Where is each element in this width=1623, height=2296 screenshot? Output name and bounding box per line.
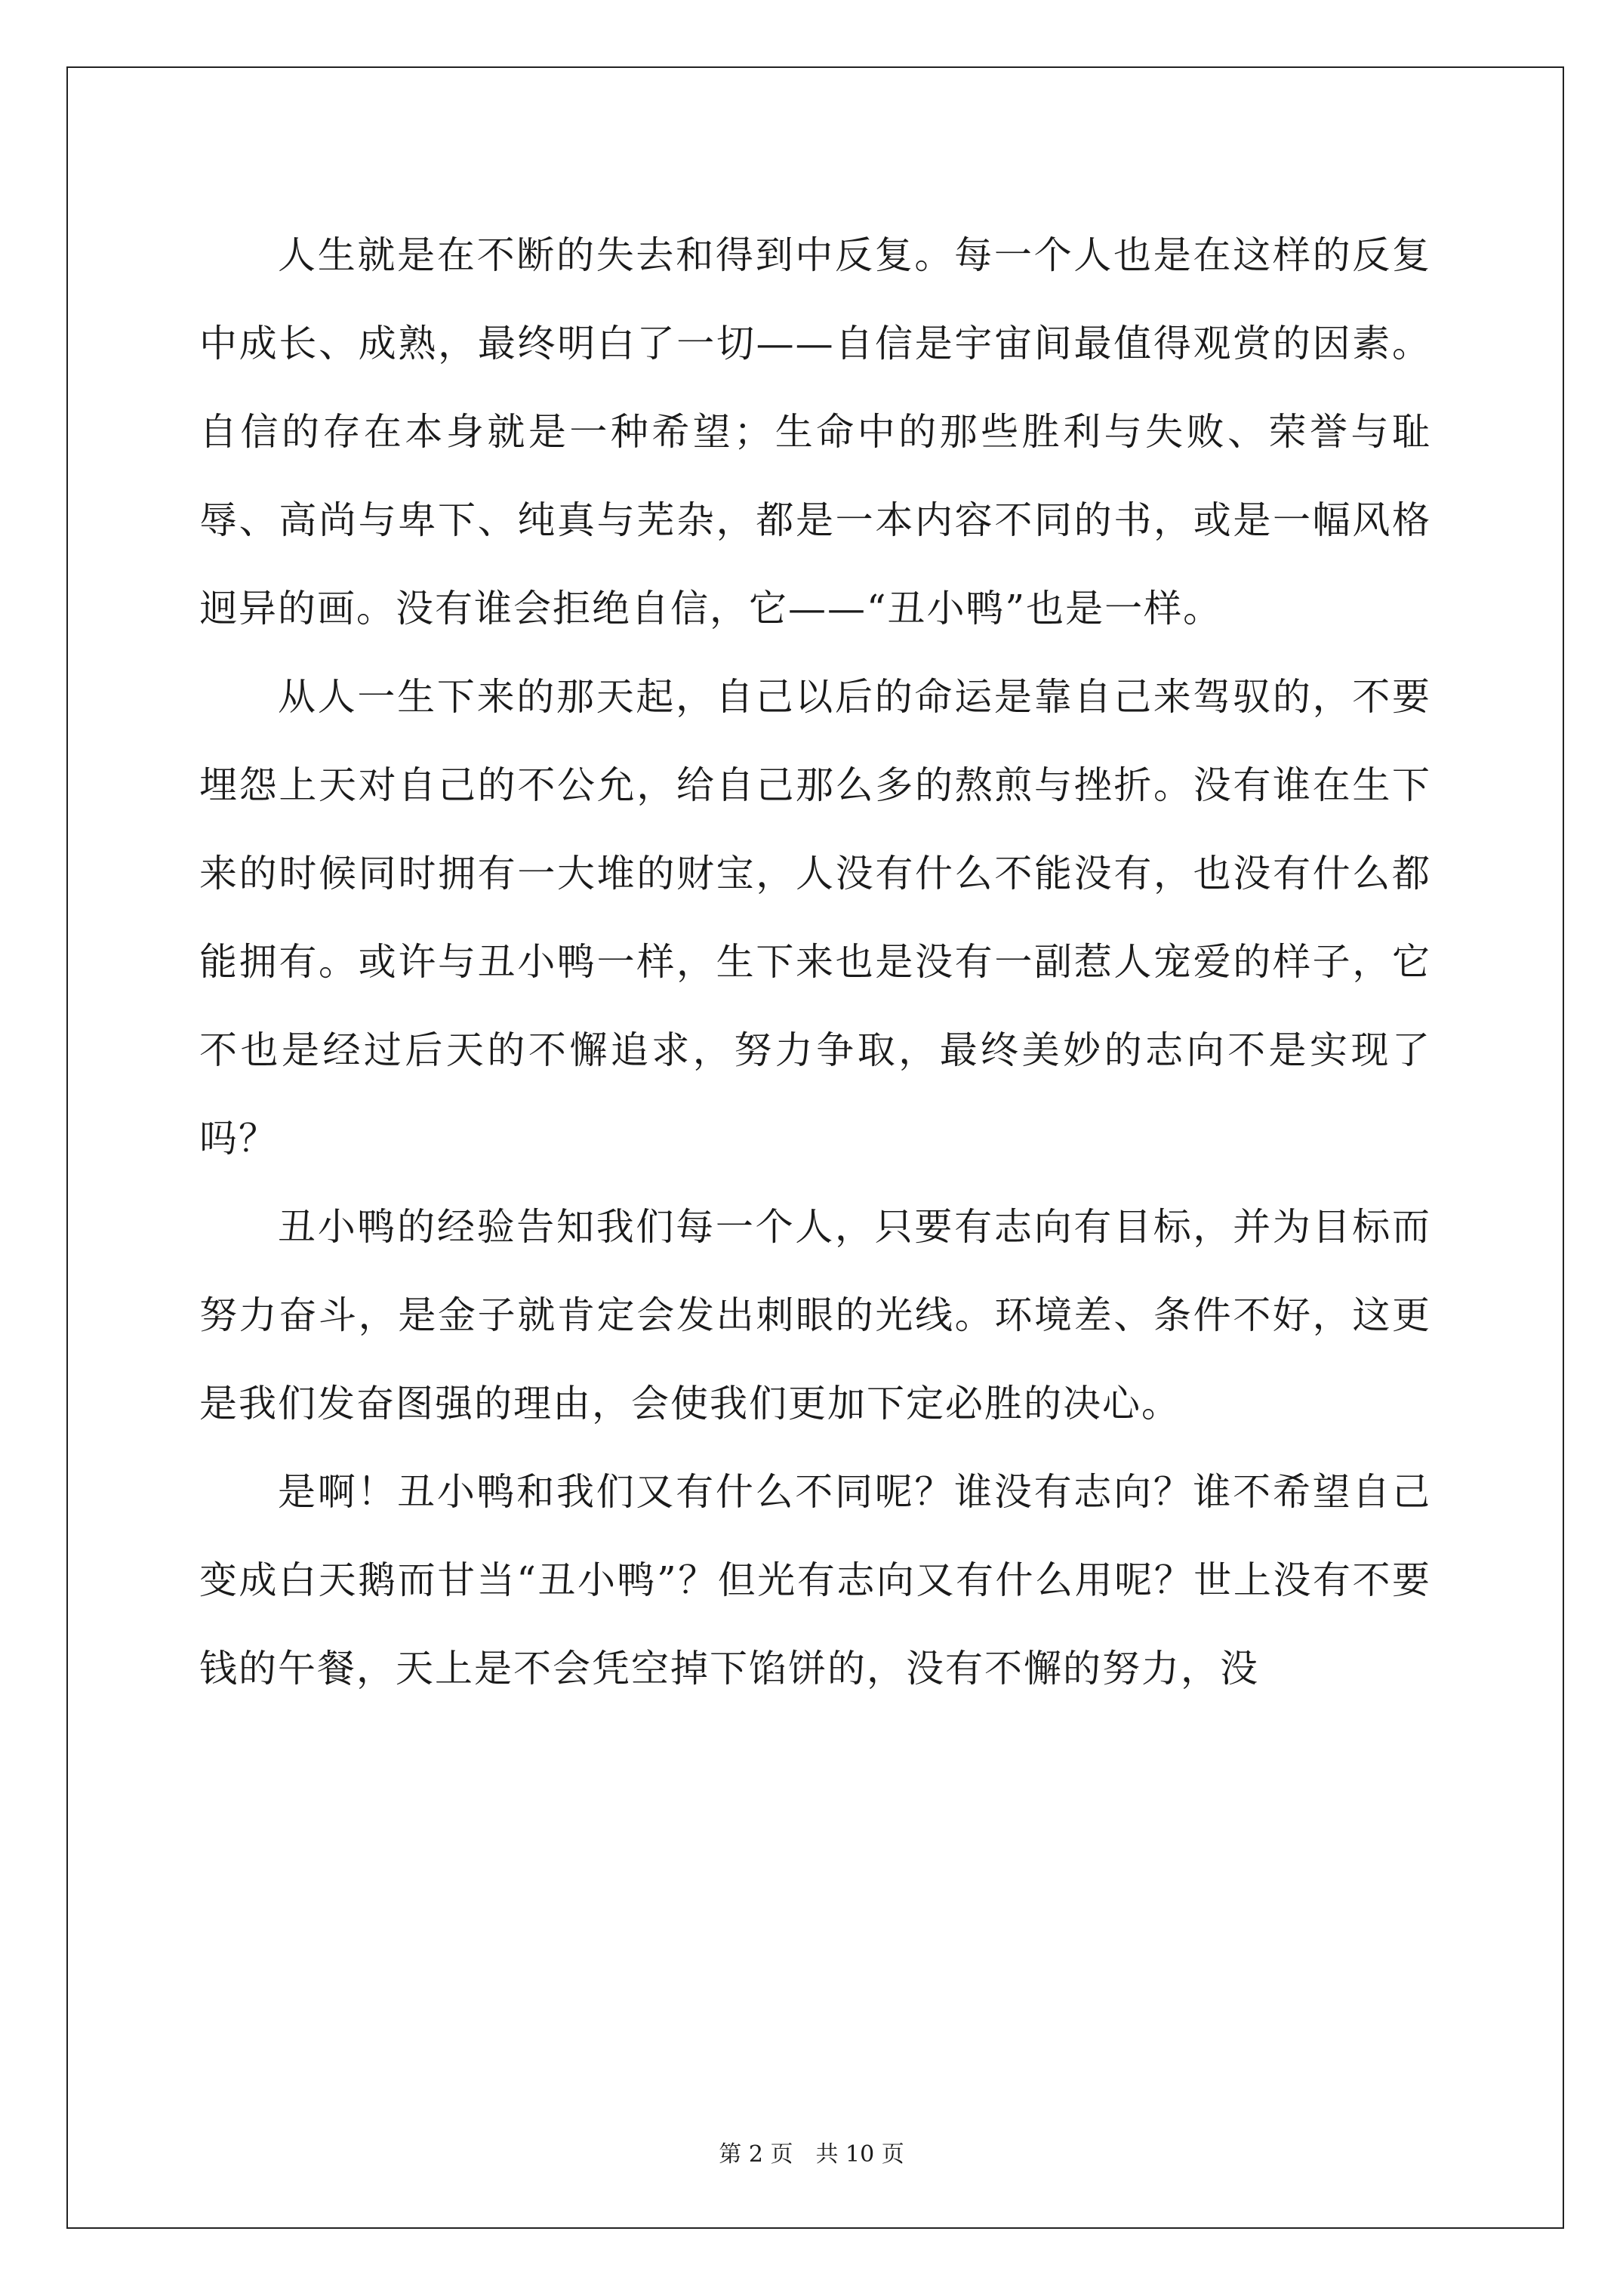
paragraph-2: 从人一生下来的那天起，自己以后的命运是靠自己来驾驭的，不要埋怨上天对自己的不公允，给自己那么多的熬煎与挫折。没有谁在生下来的时候同时拥有一大堆的财宝，人没有什么不能没有，也没有什么都能拥有。或许与丑小鸭一样，生下来也是没有一副惹人宠爱的样子，它不也是经过后天的不懈追求，努力争取，最终美妙的志向不是实现了吗？ [199, 675, 1431, 1160]
paragraph-3: 丑小鸭的经验告知我们每一个人，只要有志向有目标，并为目标而努力奋斗，是金子就肯定会发出刺眼的光线。环境差、条件不好，这更是我们发奋图强的理由，会使我们更加下定必胜的决心。 [199, 1205, 1431, 1425]
page-number-footer: 第 2 页 共 10 页 [719, 2141, 904, 2168]
paragraph-1: 人生就是在不断的失去和得到中反复。每一个人也是在这样的反复中成长、成熟，最终明白了一切——自信是宇宙间最值得观赏的因素。自信的存在本身就是一种希望；生命中的那些胜利与失败、荣誉与耻辱、高尚与卑下、纯真与芜杂，都是一本内容不同的书，或是一幅风格迥异的画。没有谁会拒绝自信，它——“丑小鸭”也是一样。 [199, 233, 1431, 630]
paragraph-4: 是啊！丑小鸭和我们又有什么不同呢？谁没有志向？谁不希望自己变成白天鹅而甘当“丑小鸭”？但光有志向又有什么用呢？世上没有不要钱的午餐，天上是不会凭空掉下馅饼的，没有不懈的努力，没 [199, 1470, 1431, 1690]
document-body [199, 211, 1431, 1713]
